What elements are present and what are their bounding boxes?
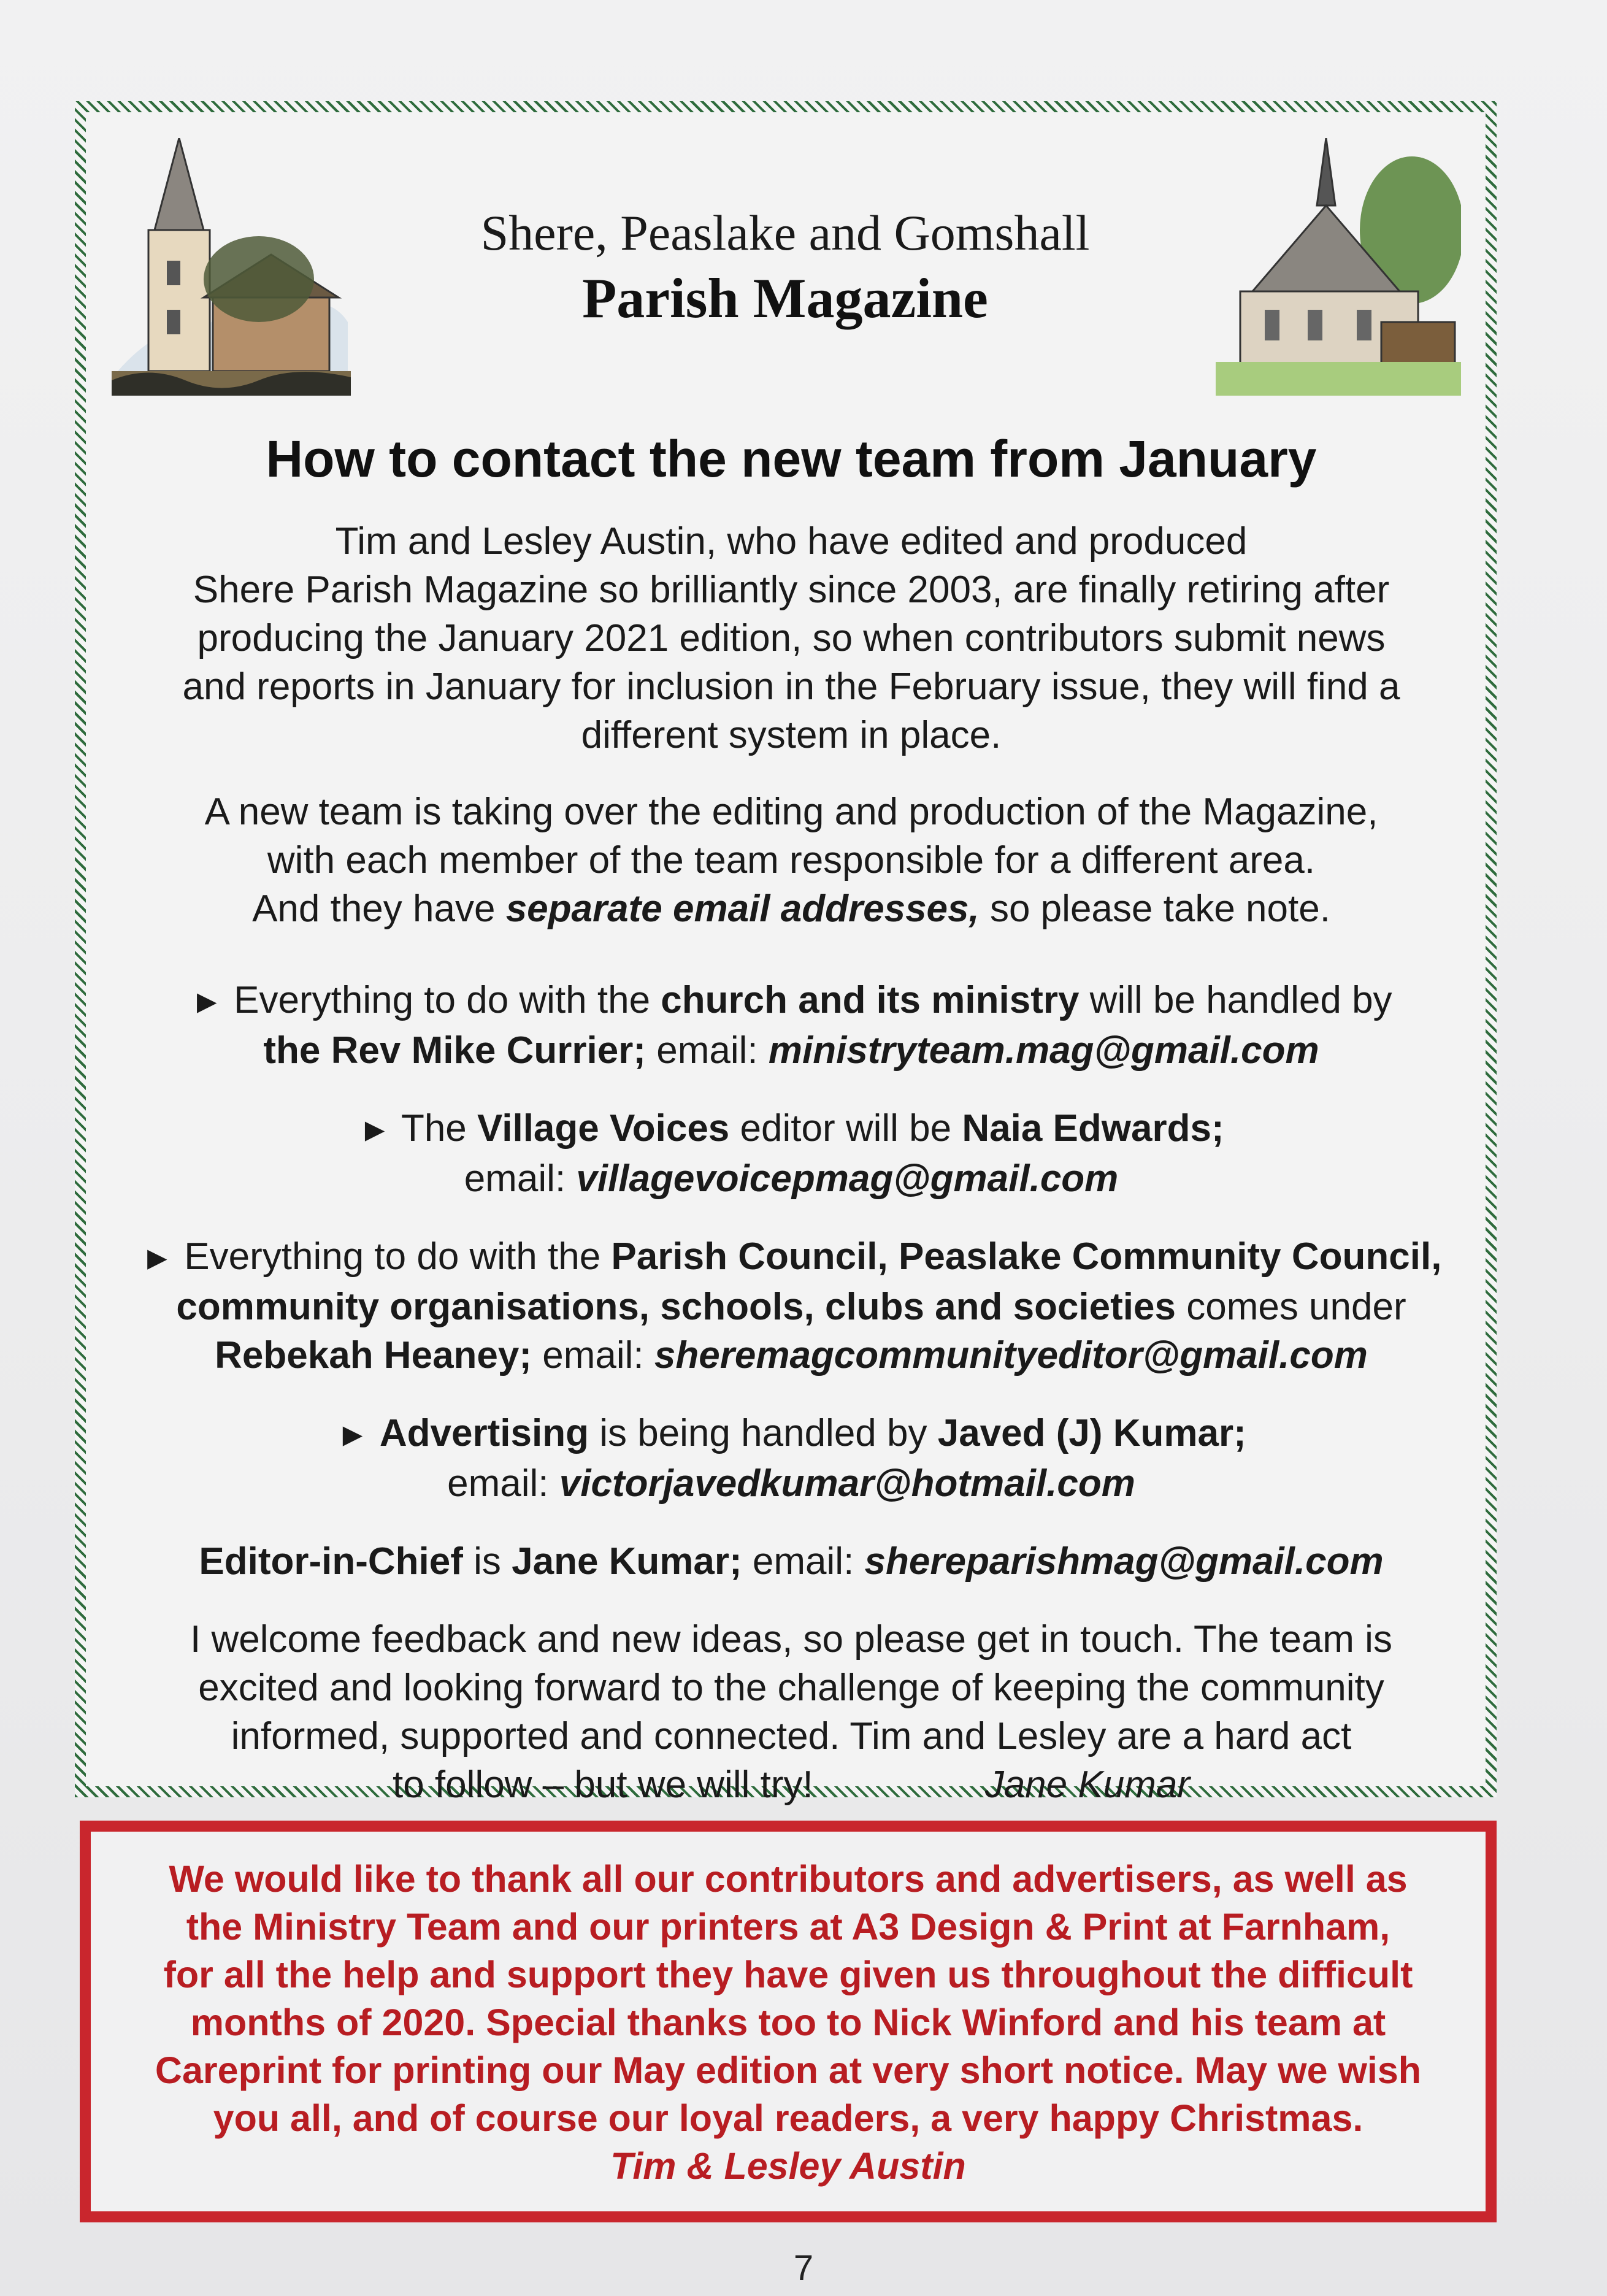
thanks-signature: Tim & Lesley Austin bbox=[610, 2145, 966, 2187]
editor-email-link[interactable]: shereparishmag@gmail.com bbox=[864, 1540, 1384, 1583]
community-email-link[interactable]: sheremagcommunityeditor@gmail.com bbox=[654, 1334, 1368, 1376]
team-paragraph: A new team is taking over the editing and production of the Magazine, with each member of the team responsible for a different area. And they have separate email addresses, so please take note. bbox=[204, 791, 1378, 930]
closing-signature: Jane Kumar bbox=[984, 1764, 1190, 1806]
arrow-icon: ► bbox=[358, 1112, 391, 1148]
arrow-icon: ► bbox=[190, 983, 223, 1020]
thanks-box bbox=[80, 1821, 1497, 2222]
village-voices-email-link[interactable]: villagevoicepmag@gmail.com bbox=[576, 1158, 1119, 1200]
contact-community: ► Everything to do with the Parish Council, Peaslake Community Council, community organisations, schools, clubs and societies comes under Rebekah Heaney; email: sheremagcommunityeditor@gmail.com bbox=[140, 1235, 1442, 1376]
intro-paragraph: Tim and Lesley Austin, who have edited and produced Shere Parish Magazine so brilliantly since 2003, are finally retiring after producing the January 2021 edition, so when contributors submit news and reports in January for inclusion in the February issue, they will find a different system in place. bbox=[182, 520, 1400, 756]
ministry-email-link[interactable]: ministryteam.mag@gmail.com bbox=[768, 1029, 1319, 1072]
chapel-illustration bbox=[1216, 138, 1461, 396]
contact-village-voices: ► The Village Voices editor will be Naia Edwards; email: villagevoicepmag@gmail.com bbox=[358, 1107, 1224, 1200]
closing-paragraph: I welcome feedback and new ideas, so please get in touch. The team is excited and looking forward to the challenge of keeping the community informed, supported and connected. Tim and Lesley are a hard act to follow – but we will try! Jane Kumar bbox=[190, 1618, 1392, 1806]
contact-advertising: ► Advertising is being handled by Javed (J) Kumar; email: victorjavedkumar@hotmail.com bbox=[336, 1412, 1246, 1505]
advertising-email-link[interactable]: victorjavedkumar@hotmail.com bbox=[559, 1462, 1135, 1505]
arrow-icon: ► bbox=[140, 1240, 174, 1277]
article bbox=[98, 429, 1484, 1809]
arrow-icon: ► bbox=[336, 1416, 369, 1453]
masthead-subtitle: Shere, Peaslake and Gomshall bbox=[480, 205, 1090, 261]
contact-ministry: ► Everything to do with the church and its ministry will be handled by the Rev Mike Currier; email: ministryteam.mag@gmail.com bbox=[190, 979, 1392, 1072]
page-number: 7 bbox=[793, 2248, 814, 2288]
thanks-message: We would like to thank all our contributors and advertisers, as well as the Ministry Team and our printers at A3 Design & Print at Farnham, for all the help and support they have given us throughout the difficult months of 2020. Special thanks too to Nick Winford and his team at Careprint for printing our May edition at very short notice. May we wish you all, and of course our loyal readers, a very happy Christmas. Tim & Lesley Austin bbox=[91, 1855, 1486, 2190]
masthead-title: Parish Magazine bbox=[582, 267, 988, 330]
masthead bbox=[368, 205, 1202, 332]
contact-editor-in-chief: Editor-in-Chief is Jane Kumar; email: shereparishmag@gmail.com bbox=[199, 1540, 1384, 1583]
article-headline: How to contact the new team from January bbox=[266, 430, 1317, 488]
church-spire-illustration bbox=[112, 138, 351, 396]
